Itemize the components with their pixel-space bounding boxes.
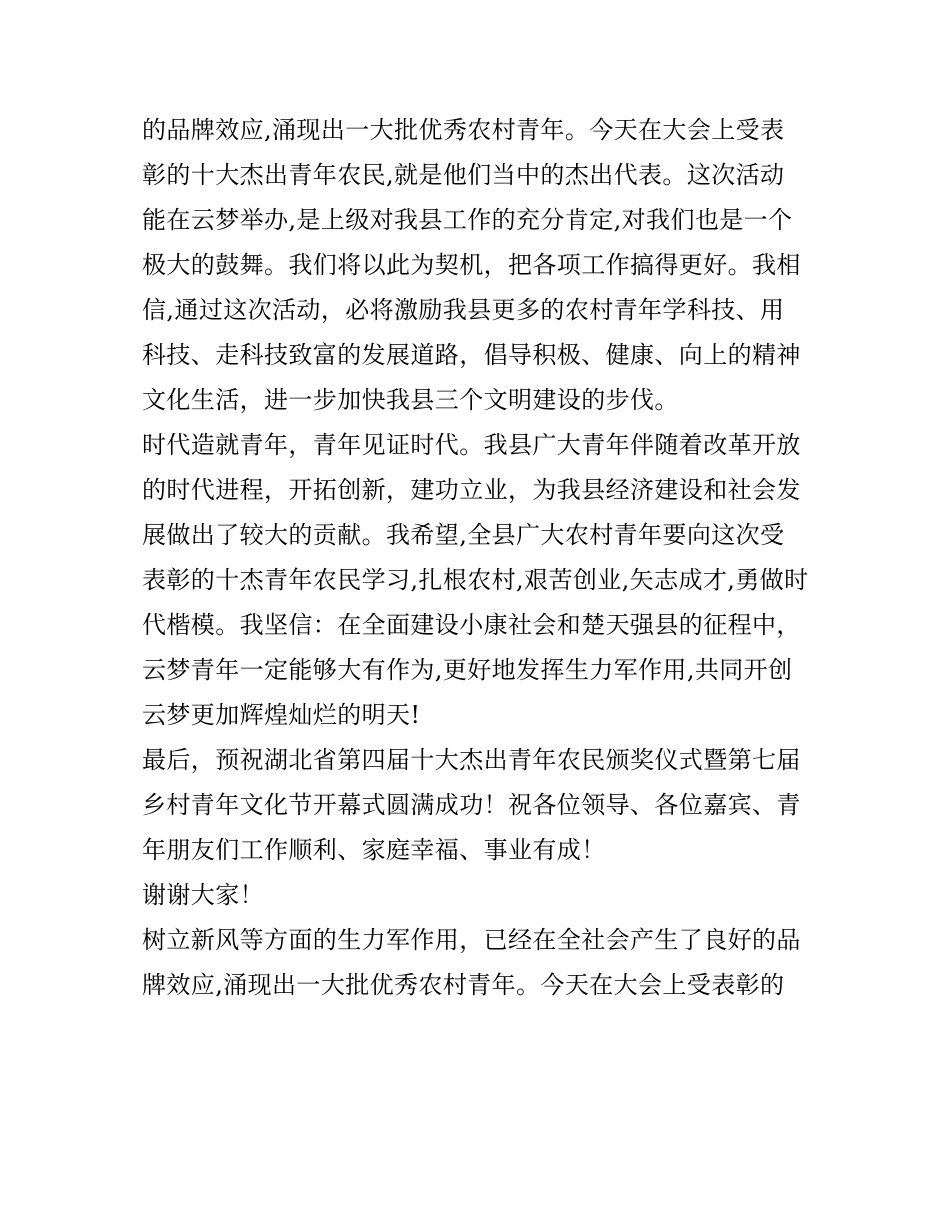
text-line: 的时代进程，开拓创新，建功立业，为我县经济建设和社会发 (142, 476, 801, 504)
text-line: 牌效应,涌现出一大批优秀农村青年。今天在大会上受表彰的 (142, 971, 785, 999)
text-line: 彰的十大杰出青年农民,就是他们当中的杰出代表。这次活动 (142, 161, 785, 189)
text-line: 年朋友们工作顺利、家庭幸福、事业有成！ (142, 836, 606, 864)
text-line: 表彰的十杰青年农民学习,扎根农村,艰苦创业,矢志成才,勇做时 (142, 566, 809, 594)
text-line: 科技、走科技致富的发展道路，倡导积极、健康、向上的精神 (142, 341, 801, 369)
text-line: 最后，预祝湖北省第四届十大杰出青年农民颁奖仪式暨第七届 (142, 746, 801, 774)
text-line: 乡村青年文化节开幕式圆满成功！祝各位领导、各位嘉宾、青 (142, 791, 801, 819)
text-line: 的品牌效应,涌现出一大批优秀农村青年。今天在大会上受表 (142, 116, 785, 144)
text-line: 能在云梦举办,是上级对我县工作的充分肯定,对我们也是一个 (142, 206, 793, 234)
text-line: 信,通过这次活动，必将激励我县更多的农村青年学科技、用 (142, 296, 785, 324)
text-line: 谢谢大家！ (142, 881, 264, 909)
text-line: 云梦青年一定能够大有作为,更好地发挥生力军作用,共同开创 (142, 656, 793, 684)
text-line: 文化生活，进一步加快我县三个文明建设的步伐。 (142, 386, 679, 414)
text-line: 树立新风等方面的生力军作用，已经在全社会产生了良好的品 (142, 926, 801, 954)
text-line: 代楷模。我坚信：在全面建设小康社会和楚天强县的征程中， (142, 611, 801, 639)
text-line: 展做出了较大的贡献。我希望,全县广大农村青年要向这次受 (142, 521, 785, 549)
text-line: 云梦更加辉煌灿烂的明天! (142, 701, 421, 729)
body-text (142, 108, 832, 1008)
text-line: 极大的鼓舞。我们将以此为契机，把各项工作搞得更好。我相 (142, 251, 801, 279)
text-line: 时代造就青年，青年见证时代。我县广大青年伴随着改革开放 (142, 431, 801, 459)
